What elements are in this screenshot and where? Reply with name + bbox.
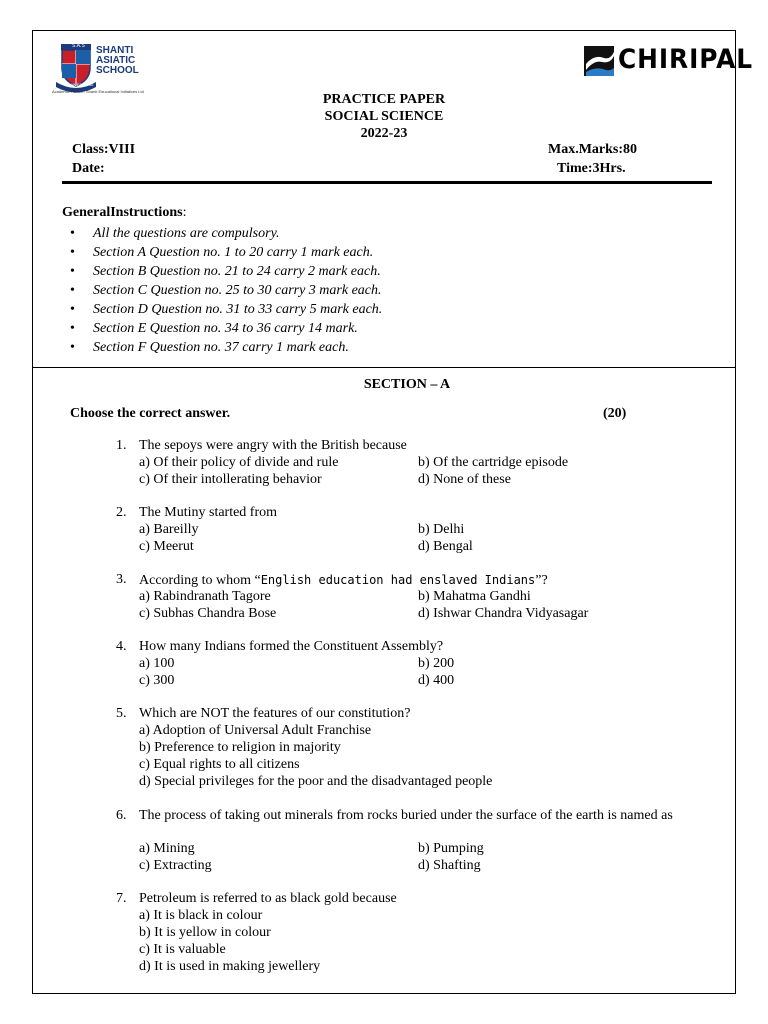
option: a) Mining	[139, 841, 195, 856]
school-logo	[52, 42, 182, 94]
option: c) 300	[139, 673, 175, 688]
time-label: Time:3Hrs.	[557, 161, 626, 176]
option: d) Ishwar Chandra Vidyasagar	[418, 606, 589, 621]
instruction-item: • Section D Question no. 31 to 33 carry 5 mark each.	[66, 300, 382, 319]
option: b) Of the cartridge episode	[418, 455, 569, 470]
option: c) Subhas Chandra Bose	[139, 606, 277, 621]
option: a) Of their policy of divide and rule	[139, 455, 339, 470]
question-number: 7.	[116, 891, 127, 906]
paper-title	[0, 91, 768, 142]
option: b) Delhi	[418, 522, 465, 537]
instruction-item: • Section C Question no. 25 to 30 carry 3 mark each.	[66, 281, 382, 300]
school-logo-line2: ASIATIC	[96, 55, 136, 66]
question-stem: Petroleum is referred to as black gold because	[139, 891, 397, 906]
paper-year: 2022-23	[360, 126, 408, 141]
question-stem	[116, 572, 729, 590]
option: c) It is valuable	[139, 942, 226, 957]
option: c) Equal rights to all citizens	[139, 757, 300, 772]
school-logo-badge: S.A.S	[72, 43, 85, 49]
paper-subject: SOCIAL SCIENCE	[324, 109, 444, 124]
date-label: Date:	[72, 161, 105, 176]
option: a) Bareilly	[139, 522, 199, 537]
question-number: 3.	[116, 572, 127, 587]
question-stem: The Mutiny started from	[139, 505, 278, 520]
section-marks: (20)	[603, 406, 627, 421]
school-logo-city: AHMEDABAD	[68, 82, 94, 87]
school-logo-tagline: Academic Partner: Shanti Educational Initiatives Ltd	[52, 89, 144, 94]
question-stem-quote: English education had enslaved Indians	[260, 573, 536, 587]
option: a) Rabindranath Tagore	[139, 589, 271, 604]
option: d) It is used in making jewellery	[139, 959, 321, 974]
question-stem: The sepoys were angry with the British because	[139, 438, 407, 453]
instruction-item: • Section B Question no. 21 to 24 carry 2 mark each.	[66, 262, 382, 281]
instructions-colon: :	[182, 205, 187, 220]
option: b) Preference to religion in majority	[139, 740, 341, 755]
option: d) None of these	[418, 472, 511, 487]
instructions-title: GeneralInstructions	[62, 205, 183, 220]
question-number: 6.	[116, 808, 127, 823]
header-divider	[62, 181, 712, 184]
question-4	[116, 639, 729, 656]
question-3	[116, 572, 729, 590]
option: a) Adoption of Universal Adult Franchise	[139, 723, 372, 738]
max-marks-label: Max.Marks:80	[548, 142, 638, 157]
option: b) It is yellow in colour	[139, 925, 271, 940]
option: b) Pumping	[418, 841, 484, 856]
option: d) Bengal	[418, 539, 473, 554]
chiripal-logo	[584, 40, 753, 80]
instruction-item: • Section A Question no. 1 to 20 carry 1 mark each.	[66, 243, 382, 262]
question-stem: The process of taking out minerals from rocks buried under the surface of the earth is named as	[139, 808, 673, 823]
question-number: 1.	[116, 438, 127, 453]
option: d) Shafting	[418, 858, 481, 873]
option: d) 400	[418, 673, 455, 688]
option: d) Special privileges for the poor and the disadvantaged people	[139, 774, 493, 789]
question-stem: How many Indians formed the Constituent Assembly?	[139, 639, 444, 654]
section-directive: Choose the correct answer.	[70, 406, 231, 421]
instruction-item: • All the questions are compulsory.	[66, 224, 382, 243]
question-number: 5.	[116, 706, 127, 721]
question-7	[116, 891, 729, 908]
chiripal-wordmark: CHIRIPAL	[618, 44, 753, 75]
option: c) Extracting	[139, 858, 212, 873]
instruction-item: • Section F Question no. 37 carry 1 mark each.	[66, 338, 382, 357]
instructions-divider	[32, 367, 736, 368]
instructions-list	[66, 224, 382, 357]
question-stem-suffix: ”?	[535, 573, 548, 588]
question-stem-prefix: According to whom “	[139, 573, 261, 588]
school-logo-line3: SCHOOL	[96, 65, 139, 76]
option: c) Meerut	[139, 539, 194, 554]
school-logo-line1: SHANTI	[96, 45, 134, 56]
question-6	[116, 808, 729, 825]
option: a) 100	[139, 656, 175, 671]
option: b) Mahatma Gandhi	[418, 589, 531, 604]
option: a) It is black in colour	[139, 908, 263, 923]
question-2	[116, 505, 729, 522]
class-label: Class:VIII	[72, 142, 136, 157]
question-5	[116, 706, 729, 723]
instruction-item: • Section E Question no. 34 to 36 carry 14 mark.	[66, 319, 382, 338]
question-1	[116, 438, 729, 455]
option: b) 200	[418, 656, 455, 671]
question-number: 4.	[116, 639, 127, 654]
paper-title-line1: PRACTICE PAPER	[322, 92, 446, 107]
instructions-heading	[62, 205, 186, 221]
section-title: SECTION – A	[363, 377, 451, 392]
option: c) Of their intollerating behavior	[139, 472, 322, 487]
question-stem: Which are NOT the features of our constitution?	[139, 706, 411, 721]
question-number: 2.	[116, 505, 127, 520]
